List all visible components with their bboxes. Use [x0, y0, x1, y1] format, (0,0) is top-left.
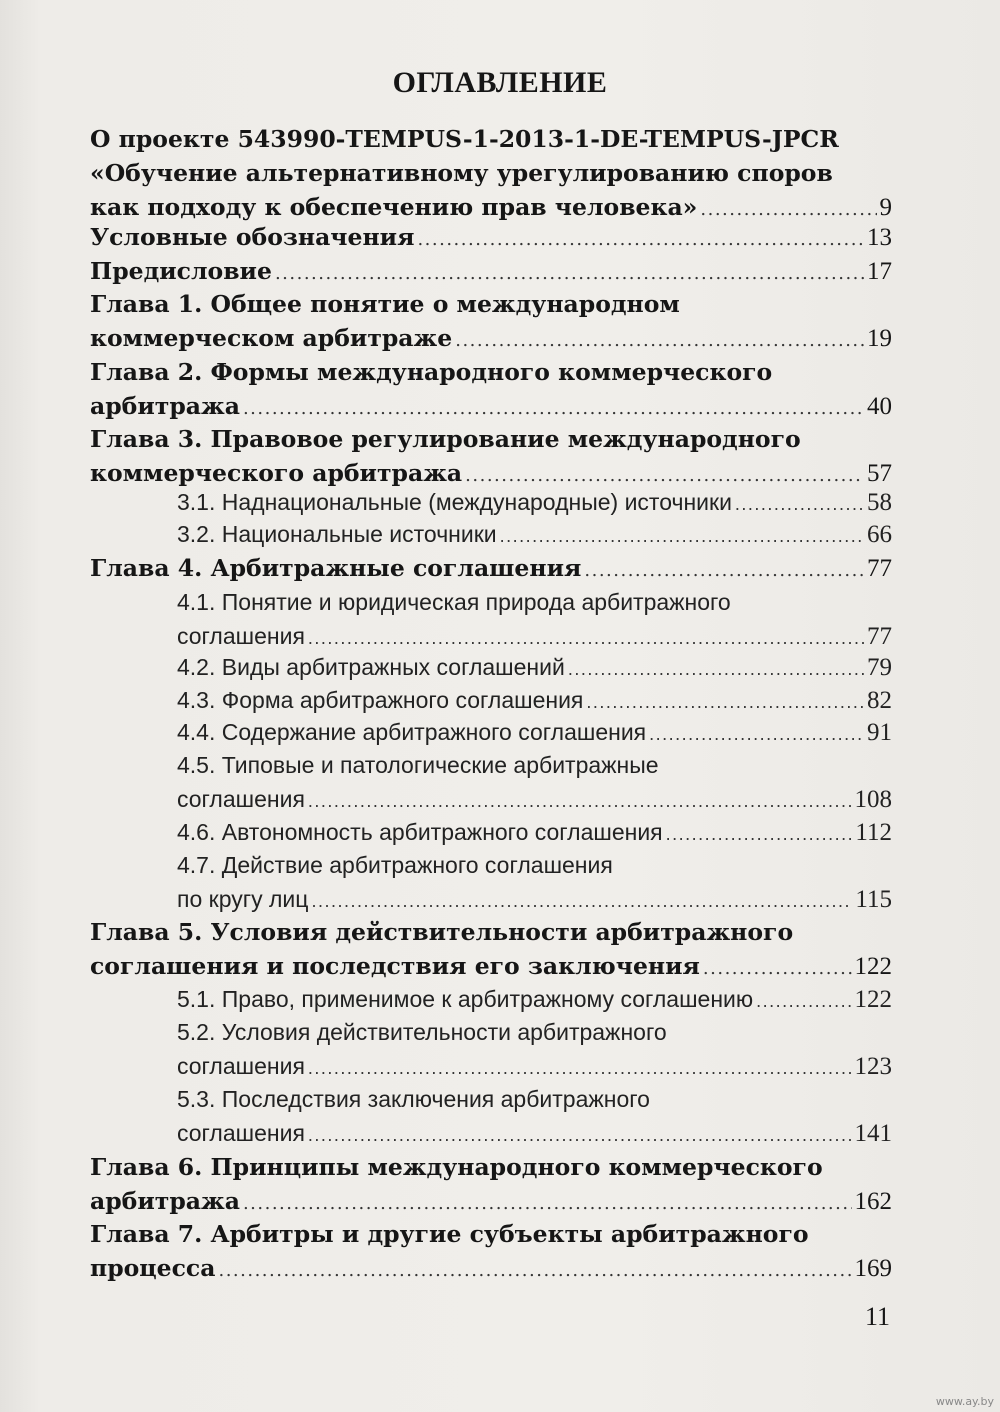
toc-entry-row [177, 485, 892, 519]
toc-entry-line: Глава 6. Принципы международного коммерческого [90, 1153, 823, 1181]
toc-entry-page: 108 [854, 786, 892, 813]
toc-entry-line: Глава 2. Формы международного коммерческого [90, 358, 773, 386]
dot-leader [735, 487, 864, 521]
toc-entry-row [90, 551, 892, 585]
toc-entry-page: 66 [867, 521, 892, 548]
toc-entry [177, 1015, 892, 1083]
toc-entry-line: «Обучение альтернативному урегулированию споров [90, 159, 833, 187]
toc-entry [90, 1150, 892, 1218]
toc-entry-page: 77 [867, 555, 892, 582]
toc-entry-row [177, 650, 892, 684]
toc-entry [90, 915, 892, 983]
toc-entry-page: 9 [879, 194, 892, 221]
dot-leader [308, 1051, 852, 1085]
toc-entry [177, 815, 892, 849]
toc-entry-title: процесса [90, 1254, 216, 1282]
toc-entry [90, 1217, 892, 1285]
dot-leader [500, 519, 864, 553]
dot-leader [586, 685, 864, 719]
toc-entry [177, 485, 892, 519]
toc-entry-line: 5.3. Последствия заключения арбитражного [177, 1086, 650, 1112]
toc-entry-page: 122 [854, 986, 892, 1013]
toc-entry-title: соглашения [177, 1120, 305, 1146]
toc-entry-row [90, 254, 892, 288]
toc-entry-row [90, 190, 892, 224]
toc-entry-title: арбитража [90, 392, 240, 420]
toc-entry-page: 123 [854, 1053, 892, 1080]
toc-entry-page: 19 [867, 325, 892, 352]
dot-leader [756, 984, 851, 1018]
toc-entry [177, 715, 892, 749]
toc-entry [90, 254, 892, 288]
toc-entry-row [177, 1116, 892, 1150]
toc-entry-page: 13 [867, 224, 892, 251]
toc-entry [90, 355, 892, 423]
dot-leader [275, 257, 864, 291]
toc-entry [90, 287, 892, 355]
dot-leader [311, 884, 852, 918]
toc-entry-row [177, 982, 892, 1016]
toc-entry-row [90, 1251, 892, 1285]
toc-entry-title: соглашения и последствия его заключения [90, 952, 700, 980]
toc-entry-row [90, 949, 892, 983]
dot-leader [703, 952, 852, 986]
toc-entry-line: Глава 1. Общее понятие о международном [90, 290, 680, 318]
toc-entry-line: 5.2. Условия действительности арбитражного [177, 1019, 667, 1045]
dot-leader [568, 652, 864, 686]
toc-entry-title: Предисловие [90, 257, 272, 285]
dot-leader [455, 324, 864, 358]
toc-entry-line: О проекте 543990-TEMPUS-1-2013-1-DE-TEMPUS-JPCR [90, 125, 839, 153]
toc-entry-title: соглашения [177, 786, 305, 812]
toc-entry [177, 683, 892, 717]
toc-entry-title: по кругу лиц [177, 886, 309, 912]
toc-title: ОГЛАВЛЕНИЕ [392, 66, 608, 99]
dot-leader [417, 223, 864, 257]
page-number: 11 [864, 1302, 890, 1331]
toc-entry-row [177, 517, 892, 551]
toc-entry [90, 551, 892, 585]
toc-entry-page: 17 [867, 258, 892, 285]
toc-entry [177, 650, 892, 684]
dot-leader [243, 1187, 852, 1221]
toc-entry-title: 3.1. Наднациональные (международные) источники [177, 489, 732, 515]
toc-entry-page: 169 [854, 1255, 892, 1282]
toc-entry [177, 1082, 892, 1150]
toc-entry-title: соглашения [177, 623, 305, 649]
toc-entry-page: 162 [854, 1188, 892, 1215]
toc-entry-row [90, 389, 892, 423]
toc-entry-page: 91 [867, 719, 892, 746]
toc-entry-title: соглашения [177, 1053, 305, 1079]
toc-entry [177, 848, 892, 916]
toc-entry-row [177, 782, 892, 816]
toc-entry-title: коммерческом арбитраже [90, 324, 453, 352]
toc-entry-title: 4.3. Форма арбитражного соглашения [177, 687, 584, 713]
toc-entry-row [177, 882, 892, 916]
toc-entry [90, 220, 892, 254]
toc-entry-title: 5.1. Право, применимое к арбитражному соглашению [177, 986, 754, 1012]
dot-leader [666, 817, 853, 851]
dot-leader [243, 392, 864, 426]
watermark: www.ay.by [935, 1395, 994, 1408]
toc-entry-line: Глава 7. Арбитры и другие субъекты арбитражного [90, 1220, 809, 1248]
dot-leader [649, 717, 864, 751]
toc-entry-title: Условные обозначения [90, 223, 415, 251]
toc-entry-line: Глава 5. Условия действительности арбитражного [90, 918, 794, 946]
toc-entry-page: 79 [867, 654, 892, 681]
toc-entry-page: 82 [867, 687, 892, 714]
dot-leader [218, 1254, 851, 1288]
toc-entry [90, 122, 892, 224]
toc-entry [90, 422, 892, 490]
toc-entry-page: 77 [867, 623, 892, 650]
toc-entry-page: 112 [855, 819, 892, 846]
toc-entry-page: 141 [854, 1120, 892, 1147]
toc-entry-row [177, 815, 892, 849]
toc-entry-row [90, 220, 892, 254]
toc-entry-page: 40 [867, 393, 892, 420]
toc-entry-title: как подходу к обеспечению прав человека» [90, 193, 698, 221]
toc-entry [177, 585, 892, 653]
toc-entry [177, 517, 892, 551]
toc-entry-page: 58 [867, 489, 892, 516]
toc-entry-page: 57 [867, 460, 892, 487]
dot-leader [584, 554, 864, 588]
toc-entry [177, 748, 892, 816]
toc-entry-title: 3.2. Национальные источники [177, 521, 497, 547]
toc-entry-page: 122 [854, 953, 892, 980]
toc-entry-title: 4.2. Виды арбитражных соглашений [177, 654, 565, 680]
dot-leader [308, 784, 852, 818]
toc-entry-page: 115 [855, 886, 892, 913]
dot-leader [308, 1118, 852, 1152]
toc-entry-title: Глава 4. Арбитражные соглашения [90, 554, 582, 582]
toc-entry-row [177, 619, 892, 653]
toc-entry-row [177, 1049, 892, 1083]
toc-entry-row [90, 321, 892, 355]
toc-entry-title: коммерческого арбитража [90, 459, 463, 487]
toc-entry-row [177, 683, 892, 717]
toc-entry-title: арбитража [90, 1187, 240, 1215]
toc-entry-title: 4.6. Автономность арбитражного соглашения [177, 819, 663, 845]
toc-entry-line: 4.5. Типовые и патологические арбитражные [177, 752, 659, 778]
toc-entry-line: 4.7. Действие арбитражного соглашения [177, 852, 613, 878]
toc-entry-row [177, 715, 892, 749]
toc-entry-title: 4.4. Содержание арбитражного соглашения [177, 719, 647, 745]
toc-entry-row [90, 1184, 892, 1218]
toc-entry-line: Глава 3. Правовое регулирование международного [90, 425, 801, 453]
toc-entry [177, 982, 892, 1016]
toc-entry-line: 4.1. Понятие и юридическая природа арбитражного [177, 589, 731, 615]
